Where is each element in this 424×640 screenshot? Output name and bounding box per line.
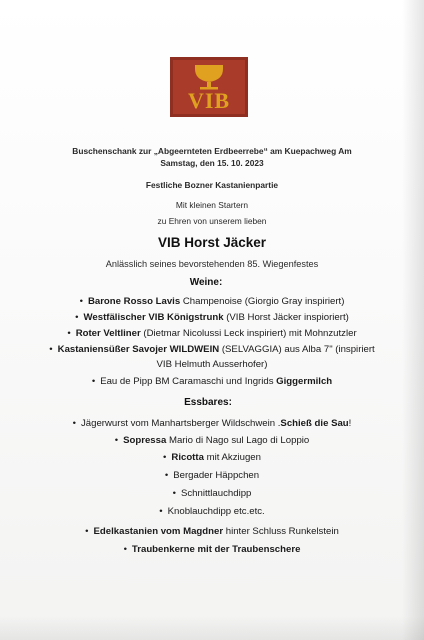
food-text: hinter Schluss Runkelstein: [223, 526, 339, 537]
list-item: [0, 344, 424, 355]
food-text: Schnittlauchdipp: [180, 488, 252, 499]
occasion-text: Anlässlich seines bevorstehenden 85. Wiegenfestes: [105, 259, 319, 269]
bullet-icon: •: [91, 376, 96, 387]
food-name: Traubenkerne mit der Traubenschere: [131, 544, 301, 555]
wine-name: Kastaniensüßer Savojer WILDWEIN: [57, 344, 220, 355]
list-item: [0, 526, 424, 537]
wine-name: Roter Veltliner: [75, 328, 141, 339]
list-item: [0, 488, 424, 499]
wine-detail: Champenoise (Giorgio Gray inspiriert): [180, 296, 345, 307]
food-text: mit Akziugen: [203, 452, 261, 463]
bullet-icon: •: [72, 418, 76, 429]
paper-bottom-edge: [0, 616, 424, 640]
essbares-heading: Essbares:: [184, 397, 232, 408]
food-name: Schieß die Sau: [280, 418, 349, 429]
food-name: Ricotta: [171, 452, 204, 463]
vib-logo: [170, 57, 248, 117]
wine-detail: Eau de Pipp BM Caramaschi und Ingrids: [100, 376, 277, 387]
wine-detail: (VIB Horst Jäcker inspioriert): [223, 312, 349, 323]
header-honor: zu Ehren von unserem lieben: [157, 216, 267, 226]
bullet-icon: •: [79, 296, 83, 307]
header-starters: Mit kleinen Startern: [175, 200, 249, 210]
list-item: [0, 470, 424, 481]
list-item: [0, 544, 424, 555]
list-item: [0, 328, 424, 339]
list-item: [0, 435, 424, 446]
food-text: Mario di Nago sul Lago di Loppio: [166, 435, 310, 446]
header-event: Festliche Bozner Kastanienpartie: [145, 180, 279, 190]
header-venue: Buschenschank zur „Abgeernteten Erdbeerrebe“ am Kuepachweg Am: [72, 146, 352, 156]
logo-text: VIB: [187, 88, 231, 113]
bullet-icon: •: [159, 506, 163, 517]
food-name: Edelkastanien vom Magdner: [93, 526, 224, 537]
wine-name: Giggermilch: [276, 376, 333, 387]
bullet-icon: •: [75, 312, 79, 323]
list-item: [0, 312, 424, 323]
food-text: !: [348, 418, 352, 429]
food-name: Sopressa: [123, 435, 167, 446]
bullet-icon: •: [164, 470, 169, 481]
list-item: [0, 418, 424, 429]
wine-name: Barone Rosso Lavis: [87, 296, 181, 307]
wine-name: Westfälischer VIB Königstrunk: [83, 312, 224, 323]
wine-detail: (Dietmar Nicolussi Leck inspiriert) mit Mohnzutzler: [140, 328, 357, 339]
list-item: [0, 296, 424, 307]
list-item: [0, 506, 424, 517]
bullet-icon: •: [85, 526, 89, 537]
bullet-icon: •: [114, 435, 119, 446]
wine-detail-continuation: VIB Helmuth Ausserhofer): [156, 359, 268, 370]
page-title: VIB Horst Jäcker: [157, 235, 267, 250]
bullet-icon: •: [123, 544, 127, 555]
bullet-icon: •: [163, 452, 167, 463]
weine-heading: Weine:: [189, 277, 223, 288]
bullet-icon: •: [67, 328, 71, 339]
bullet-icon: •: [172, 488, 176, 499]
wine-detail: (SELVAGGIA) aus Alba 7" (inspiriert: [219, 344, 375, 355]
bullet-icon: •: [49, 344, 53, 355]
list-item: [0, 376, 424, 387]
food-text: Jägerwurst vom Manhartsberger Wildschwein .: [81, 418, 281, 429]
food-text: Bergader Häppchen: [173, 470, 260, 481]
list-item: [0, 452, 424, 463]
food-text: Knoblauchdipp etc.etc.: [167, 506, 265, 517]
header-date: Samstag, den 15. 10. 2023: [160, 158, 264, 168]
